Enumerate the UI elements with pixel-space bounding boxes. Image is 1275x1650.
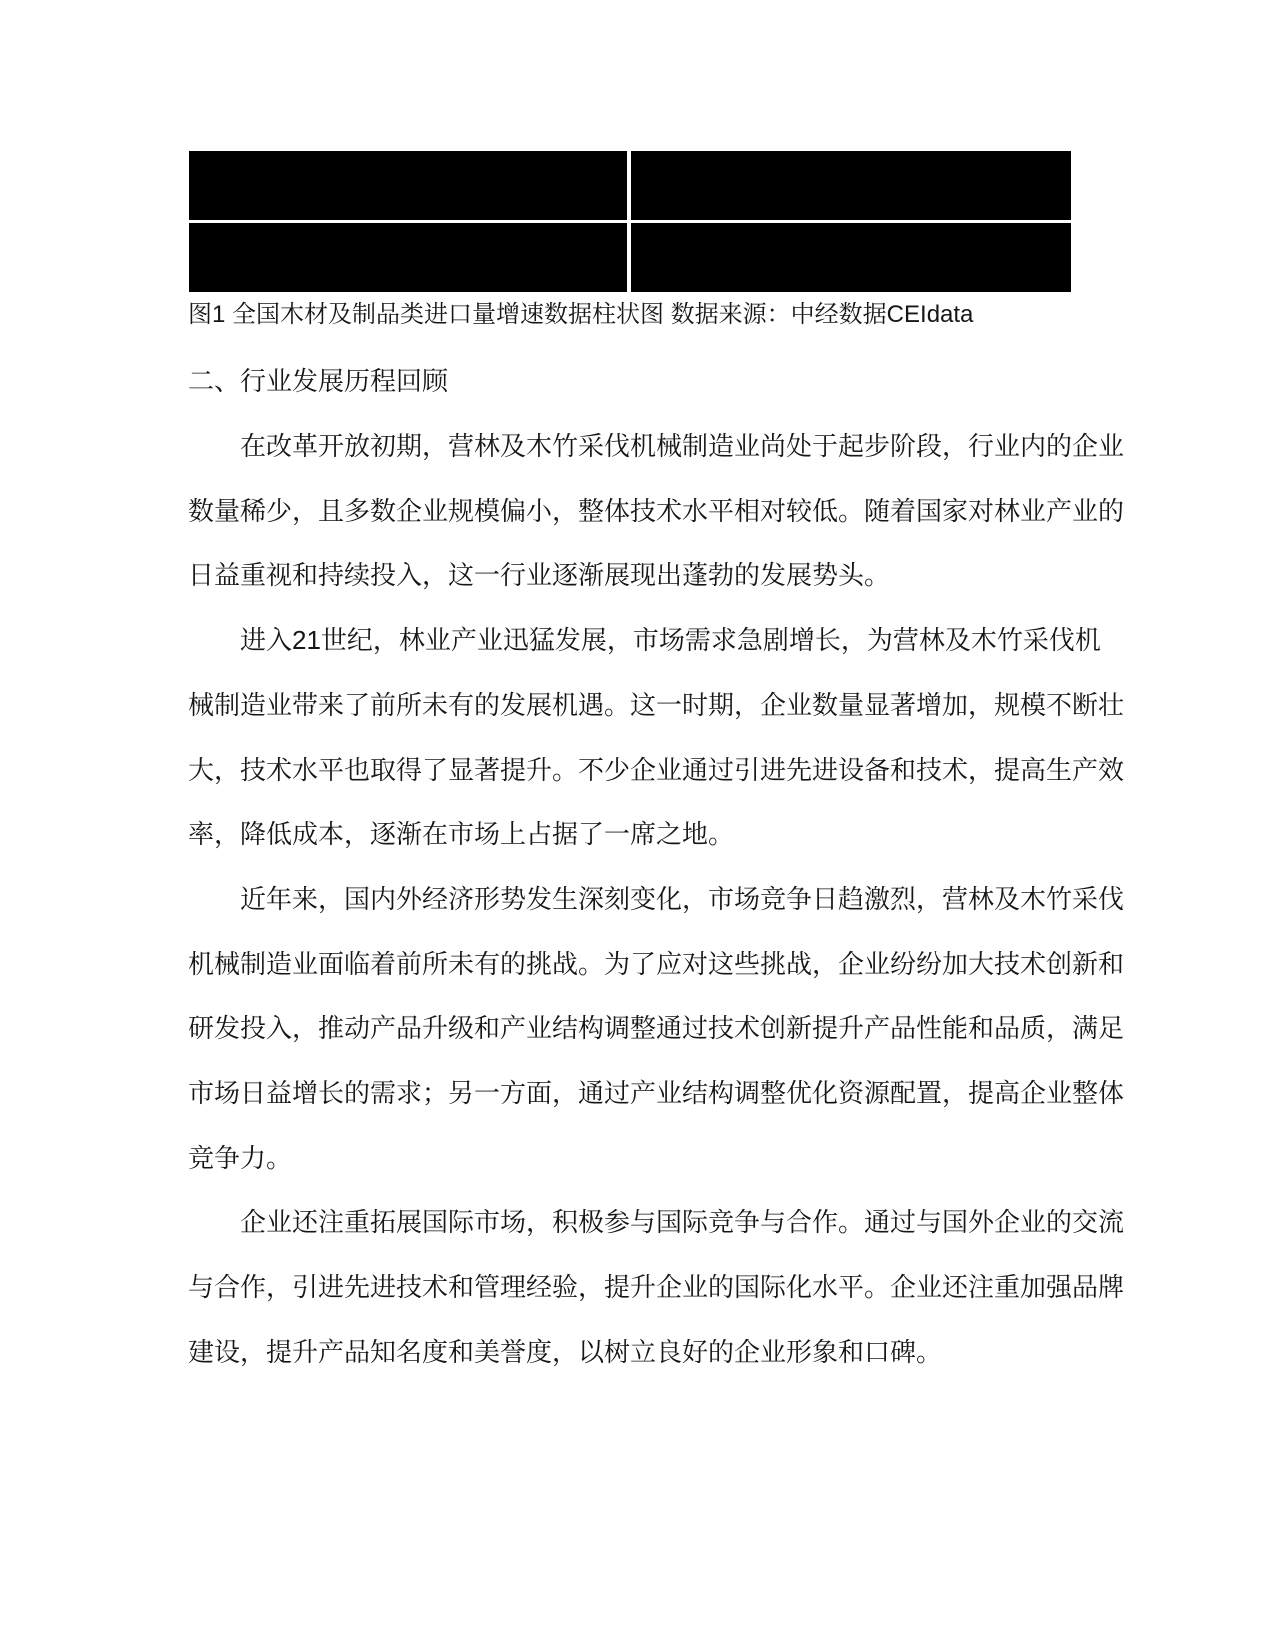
text-line: 日益重视和持续投入，这一行业逐渐展现出蓬勃的发展势头。 [188,560,891,591]
text-line: 进入21世纪，林业产业迅猛发展，市场需求急剧增长，为营林及木竹采伐机 [240,625,1101,656]
text-line: 建设，提升产品知名度和美誉度，以树立良好的企业形象和口碑。 [188,1336,943,1367]
paragraph [188,1190,1148,1384]
text-line: 研发投入，推动产品升级和产业结构调整通过技术创新提升产品性能和品质，满足 [188,1013,1125,1044]
text-line: 与合作，引进先进技术和管理经验，提升企业的国际化水平。企业还注重加强品牌 [188,1272,1125,1303]
redacted-chart-block [189,223,627,292]
text-line: 械制造业带来了前所未有的发展机遇。这一时期，企业数量显著增加，规模不断壮 [188,689,1125,720]
paragraph [188,414,1148,608]
paragraph [188,867,1148,1191]
text-line: 数量稀少，且多数企业规模偏小，整体技术水平相对较低。随着国家对林业产业的 [188,495,1125,526]
figure-caption: 图1 全国木材及制品类进口量增速数据柱状图 数据来源：中经数据CEIdata [188,301,974,328]
body-text [188,414,1148,1385]
text-line: 近年来，国内外经济形势发生深刻变化，市场竞争日趋激烈，营林及木竹采伐 [240,883,1125,914]
text-line: 市场日益增长的需求；另一方面，通过产业结构调整优化资源配置，提高企业整体 [188,1078,1125,1109]
paragraph [188,608,1148,867]
figure-redacted-grid [189,151,1071,292]
document-body [188,349,1148,1385]
text-line: 企业还注重拓展国际市场，积极参与国际竞争与合作。通过与国外企业的交流 [240,1207,1125,1238]
section-heading: 二、行业发展历程回顾 [188,366,449,396]
text-line: 机械制造业面临着前所未有的挑战。为了应对这些挑战，企业纷纷加大技术创新和 [188,948,1125,979]
text-line: 在改革开放初期，营林及木竹采伐机械制造业尚处于起步阶段，行业内的企业 [240,431,1125,461]
redacted-chart-block [189,151,627,220]
redacted-chart-block [631,151,1071,220]
redacted-chart-block [631,223,1071,292]
text-line: 竞争力。 [188,1142,293,1173]
text-line: 大，技术水平也取得了显著提升。不少企业通过引进先进设备和技术，提高生产效 [188,754,1125,785]
text-line: 率，降低成本，逐渐在市场上占据了一席之地。 [188,819,735,850]
